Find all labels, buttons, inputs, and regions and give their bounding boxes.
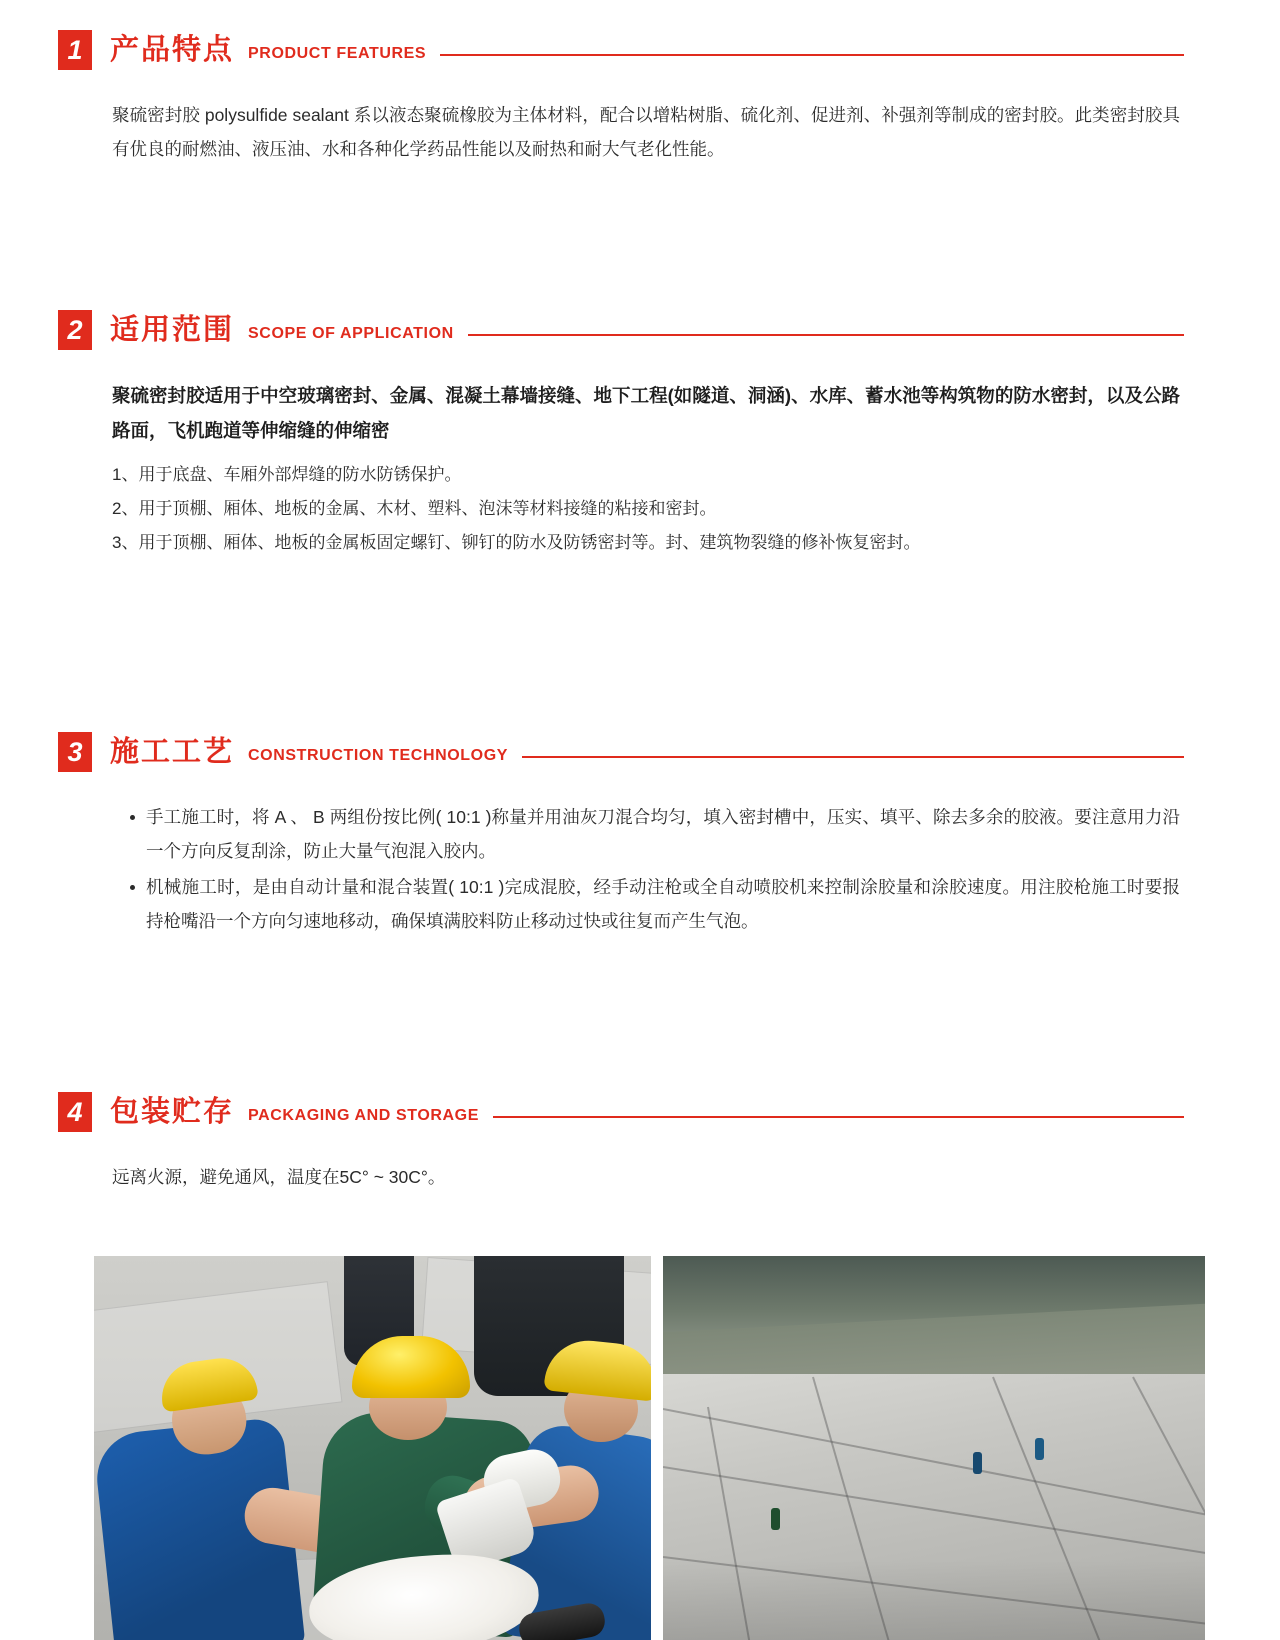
section-product-features [0, 30, 1280, 166]
section-title-en: SCOPE OF APPLICATION [248, 325, 454, 342]
list-item: 机械施工时，是由自动计量和混合装置( 10:1 )完成混胶，经手动注枪或全自动喷胶机来控制涂胶量和涂胶速度。用注胶枪施工时要报持枪嘴沿一个方向匀速地移动，确保填满胶料防止移动过快或往复而产生气泡。 [130, 870, 1180, 938]
scope-item-2: 2、用于顶棚、厢体、地板的金属、木材、塑料、泡沫等材料接缝的粘接和密封。 [112, 499, 717, 518]
photo-gallery [0, 1256, 1280, 1640]
section-divider-rule [468, 334, 1184, 336]
section-header [0, 310, 1280, 350]
distant-worker-figure [771, 1508, 780, 1530]
section-divider-rule [493, 1116, 1184, 1118]
photo-shadow-overlay [663, 1560, 1205, 1640]
section-number-badge: 2 [58, 310, 92, 350]
section-title-cn: 适用范围 [110, 313, 235, 346]
scope-item-1: 1、用于底盘、车厢外部焊缝的防水防锈保护。 [112, 465, 462, 484]
section-scope-of-application [0, 310, 1280, 560]
section-title-cn: 包装贮存 [110, 1095, 235, 1128]
section-divider-rule [522, 756, 1184, 758]
section-title-en: CONSTRUCTION TECHNOLOGY [248, 747, 509, 764]
section-header [0, 1092, 1280, 1132]
concrete-slope-sealing-photo [663, 1256, 1205, 1640]
section-body [0, 1160, 1280, 1194]
section-body [0, 98, 1280, 166]
distant-worker-figure [1035, 1438, 1044, 1460]
section-header [0, 732, 1280, 772]
workers-mixing-sealant-photo [94, 1256, 651, 1640]
list-item: 手工施工时，将 A 、 B 两组份按比例( 10:1 )称量并用油灰刀混合均匀，填入密封槽中，压实、填平、除去多余的胶液。要注意用力沿一个方向反复刮涂，防止大量气泡混入胶内。 [130, 800, 1180, 868]
section-body [0, 800, 1280, 938]
scope-item-3: 3、用于顶棚、厢体、地板的金属板固定螺钉、铆钉的防水及防锈密封等。封、建筑物裂缝的修补恢复密封。 [112, 533, 921, 552]
section-number-badge: 4 [58, 1092, 92, 1132]
storage-paragraph: 远离火源，避免通风，温度在5C° ~ 30C°。 [112, 1167, 446, 1187]
section-divider-rule [440, 54, 1184, 56]
section-number-badge: 3 [58, 732, 92, 772]
construction-bullet-list [112, 800, 1180, 938]
distant-worker-figure [973, 1452, 982, 1474]
section-header [0, 30, 1280, 70]
scope-lead-paragraph: 聚硫密封胶适用于中空玻璃密封、金属、混凝土幕墙接缝、地下工程(如隧道、洞涵)、水库、蓄水池等构筑物的防水密封，以及公路路面，飞机跑道等伸缩缝的伸缩密 [112, 385, 1180, 441]
section-body [0, 378, 1280, 560]
section-title-en: PRODUCT FEATURES [248, 45, 427, 62]
section-title-cn: 产品特点 [110, 33, 235, 66]
section-number-badge: 1 [58, 30, 92, 70]
section-title-cn: 施工工艺 [110, 735, 235, 768]
features-paragraph: 聚硫密封胶 polysulfide sealant 系以液态聚硫橡胶为主体材料，配合以增粘树脂、硫化剂、促进剂、补强剂等制成的密封胶。此类密封胶具有优良的耐燃油、液压油、水和各种化学药品性能以及耐热和耐大气老化性能。 [112, 105, 1180, 159]
section-packaging-and-storage [0, 1092, 1280, 1194]
section-title-en: PACKAGING AND STORAGE [248, 1107, 479, 1124]
section-construction-technology [0, 732, 1280, 938]
